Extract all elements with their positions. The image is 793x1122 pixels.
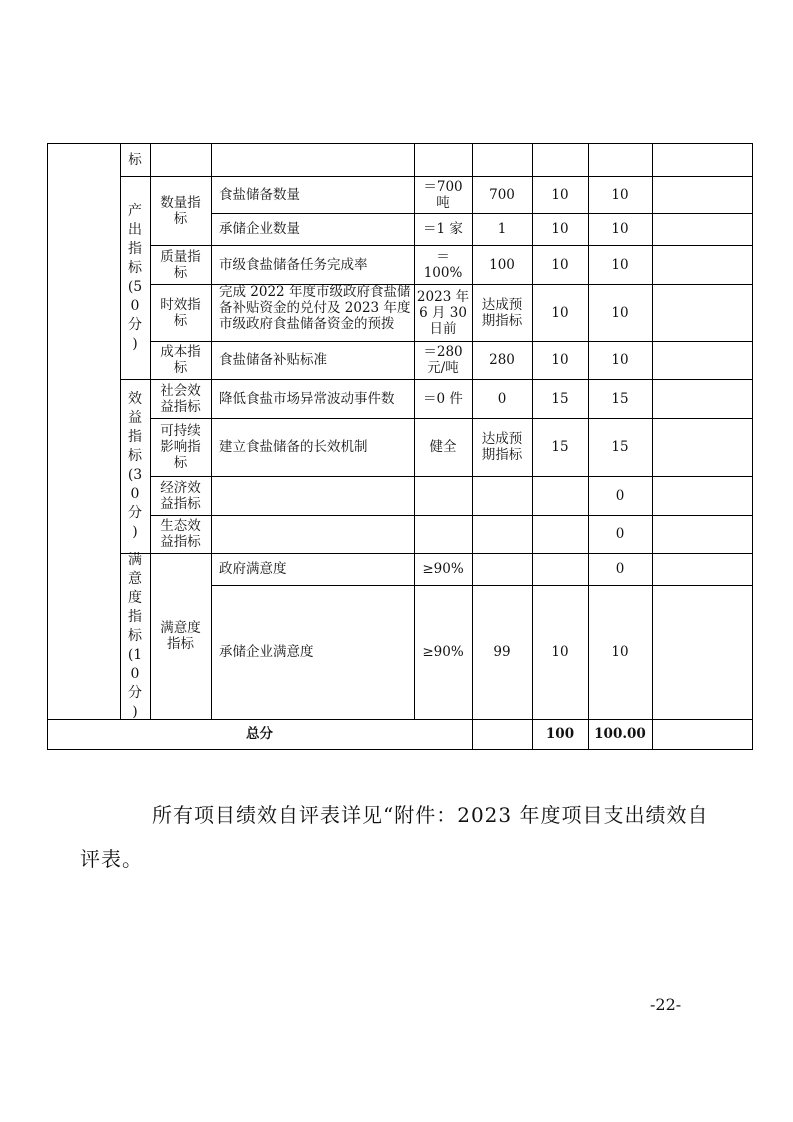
indicator-item-line: 备补贴资金的兑付及 2023 年度: [219, 300, 411, 316]
target-value: [414, 176, 472, 213]
remark-cell: [652, 245, 752, 284]
target-value-line: ＝700: [423, 178, 463, 195]
benefit-group-label-line: ): [132, 524, 138, 540]
actual-value-line: 达成预: [481, 296, 523, 313]
timeliness-indicator-label: [150, 284, 211, 341]
benefit-group-label-line: 0: [130, 486, 140, 502]
target-value-line: ＝1 家: [423, 221, 463, 237]
satisfaction-indicator-label-line: 满意度: [160, 620, 201, 636]
target-value: [414, 284, 472, 341]
quality-indicator-label: [150, 245, 211, 284]
indicator-item: [211, 515, 414, 553]
weight-value: 10: [551, 352, 569, 368]
actual-value-line: 达成预: [481, 431, 523, 447]
indicator-item-line: 市级政府食盐储备资金的预拨: [219, 316, 395, 332]
satisfaction-group-label-line: 0: [130, 665, 140, 682]
total-weight: 100: [545, 726, 575, 742]
satisfaction-group-label: [120, 553, 150, 719]
actual-value: [472, 418, 532, 476]
indicator-item: [211, 476, 414, 515]
output-group-label-line: 分: [128, 316, 142, 333]
target-value: ＝0 件: [423, 390, 463, 407]
actual-value: [472, 476, 532, 515]
remark-cell: [652, 553, 752, 585]
score-value: 10: [611, 352, 629, 368]
benefit-group-label-line: 益: [128, 410, 142, 426]
weight-value: 10: [551, 644, 569, 660]
indicator-item: 建立食盐储备的长效机制: [219, 439, 368, 455]
benefit-indicator-label-line: 标: [173, 455, 188, 471]
target-value-line: 元/吨: [427, 360, 459, 376]
satisfaction-group-label-line: 意: [128, 570, 142, 587]
benefit-group-label-line: 标: [128, 448, 142, 464]
benefit-indicator-label: [150, 379, 211, 418]
actual-value-line: 期指标: [481, 312, 523, 329]
satisfaction-indicator-label-line: 指标: [167, 636, 194, 652]
target-value: 健全: [429, 439, 457, 455]
remark-cell: [652, 213, 752, 245]
target-value: [414, 476, 472, 515]
target-value: [414, 213, 472, 245]
target-value: [414, 245, 472, 284]
target-value-line: ＝280: [423, 344, 463, 360]
score-value: 10: [611, 256, 629, 273]
output-group-label-line: 指: [128, 240, 142, 257]
target-value: ≥90%: [422, 644, 464, 660]
benefit-indicator-label-line: 经济效: [160, 479, 201, 496]
total-label: 总分: [246, 726, 273, 742]
indicator-item: 市级食盐储备任务完成率: [219, 256, 368, 273]
output-group-label: [120, 176, 150, 379]
score-value: 0: [615, 561, 625, 577]
output-group-label-line: 出: [128, 221, 142, 238]
benefit-indicator-label: [150, 476, 211, 515]
remark-cell: [652, 515, 752, 553]
indicator-item: 食盐储备补贴标准: [219, 352, 327, 368]
benefit-indicator-label-line: 影响指: [160, 439, 201, 455]
actual-value: [472, 515, 532, 553]
indicator-item: [211, 284, 414, 341]
target-value: [414, 341, 472, 379]
weight-value: 15: [551, 390, 569, 407]
remark-cell: [652, 341, 752, 379]
score-value: 10: [611, 644, 629, 660]
total-empty: [472, 719, 532, 749]
table-rule: [47, 749, 753, 750]
actual-value: 280: [489, 352, 515, 368]
target-value-line: 6 月 30: [419, 304, 467, 321]
weight-value: [532, 476, 588, 515]
table-rule: [47, 143, 753, 144]
quality-indicator-label-line: 质量指: [160, 248, 201, 265]
quality-indicator-label-line: 标: [173, 264, 188, 281]
body-paragraph: 所有项目绩效自评表详见“附件：2023 年度项目支出绩效自评表。: [80, 803, 709, 871]
benefit-indicator-label-line: 益指标: [160, 398, 201, 415]
benefit-group-label: [120, 379, 150, 553]
score-value: 10: [611, 221, 629, 237]
indicator-item: 降低食盐市场异常波动事件数: [219, 390, 395, 407]
score-value: 15: [611, 439, 629, 455]
indicator-item: 承储企业满意度: [219, 644, 314, 660]
timeliness-indicator-label-line: 标: [173, 312, 188, 329]
score-value: 10: [611, 186, 629, 203]
table-rule: [47, 143, 48, 750]
weight-value: 10: [551, 221, 569, 237]
benefit-group-label-line: 指: [128, 429, 142, 445]
benefit-indicator-label: [150, 418, 211, 476]
weight-value: 15: [551, 439, 569, 455]
row-label-fragment: 标: [128, 151, 142, 168]
actual-value: [472, 553, 532, 585]
page-number: -22-: [650, 995, 682, 1014]
actual-value: 700: [489, 186, 515, 203]
target-value-line: 吨: [436, 194, 450, 211]
benefit-group-label-line: 分: [128, 505, 142, 521]
indicator-item: 政府满意度: [219, 561, 287, 577]
weight-value: [532, 515, 588, 553]
table-rule: [752, 143, 753, 750]
target-value: ≥90%: [422, 561, 464, 577]
quantity-indicator-label: [150, 176, 211, 245]
actual-value: 99: [493, 644, 511, 660]
satisfaction-group-label-line: 分: [128, 684, 142, 701]
score-value: 0: [615, 487, 625, 504]
benefit-indicator-label: [150, 515, 211, 553]
satisfaction-group-label-line: 度: [128, 589, 142, 606]
satisfaction-indicator-label: [150, 553, 211, 719]
satisfaction-group-label-line: 标: [128, 627, 142, 644]
remark-cell: [652, 585, 752, 719]
benefit-group-label-line: (3: [127, 467, 143, 483]
score-value: 15: [611, 390, 629, 407]
actual-value: [472, 284, 532, 341]
output-group-label-line: 0: [130, 297, 140, 314]
indicator-item: 食盐储备数量: [219, 186, 300, 203]
weight-value: 10: [551, 256, 569, 273]
actual-value-line: 期指标: [481, 447, 523, 463]
score-value: 10: [611, 304, 629, 321]
remark-cell: [652, 284, 752, 341]
actual-value: 1: [497, 221, 507, 237]
remark-cell: [652, 379, 752, 418]
benefit-indicator-label-line: 社会效: [160, 382, 201, 399]
target-value-line: 100%: [423, 264, 463, 281]
indicator-item: 承储企业数量: [219, 221, 300, 237]
benefit-indicator-label-line: 益指标: [160, 534, 201, 550]
score-value: 0: [615, 526, 625, 542]
benefit-group-label-line: 效: [128, 391, 142, 407]
remark-cell: [652, 418, 752, 476]
benefit-indicator-label-line: 可持续: [160, 423, 201, 439]
remark-cell: [652, 176, 752, 213]
quantity-indicator-label-line: 数量指: [160, 194, 201, 211]
target-value-line: ＝: [436, 248, 450, 265]
remark-cell: [652, 476, 752, 515]
output-group-label-line: (5: [127, 278, 143, 295]
weight-value: 10: [551, 186, 569, 203]
benefit-indicator-label-line: 益指标: [160, 495, 201, 512]
target-value: [414, 515, 472, 553]
quantity-indicator-label-line: 标: [173, 210, 188, 227]
satisfaction-group-label-line: 指: [128, 608, 142, 625]
target-value-line: 日前: [429, 320, 457, 337]
satisfaction-group-label-line: (1: [127, 646, 143, 663]
weight-value: 10: [551, 304, 569, 321]
satisfaction-group-label-line: 满: [128, 551, 142, 568]
target-value-line: 2023 年: [416, 288, 470, 305]
satisfaction-group-label-line: ): [132, 703, 138, 720]
indicator-item-line: 完成 2022 年度市级政府食盐储: [219, 284, 411, 300]
actual-value: 100: [489, 256, 515, 273]
actual-value: 0: [497, 390, 507, 407]
timeliness-indicator-label-line: 时效指: [160, 296, 201, 313]
total-score: 100.00: [594, 726, 646, 742]
output-group-label-line: 标: [128, 259, 142, 276]
benefit-indicator-label-line: 生态效: [160, 518, 201, 534]
weight-value: [532, 553, 588, 585]
cost-indicator-label: [150, 341, 211, 379]
output-group-label-line: ): [132, 335, 138, 352]
cost-indicator-label-line: 成本指: [160, 344, 201, 360]
output-group-label-line: 产: [128, 202, 142, 219]
cost-indicator-label-line: 标: [173, 360, 188, 376]
